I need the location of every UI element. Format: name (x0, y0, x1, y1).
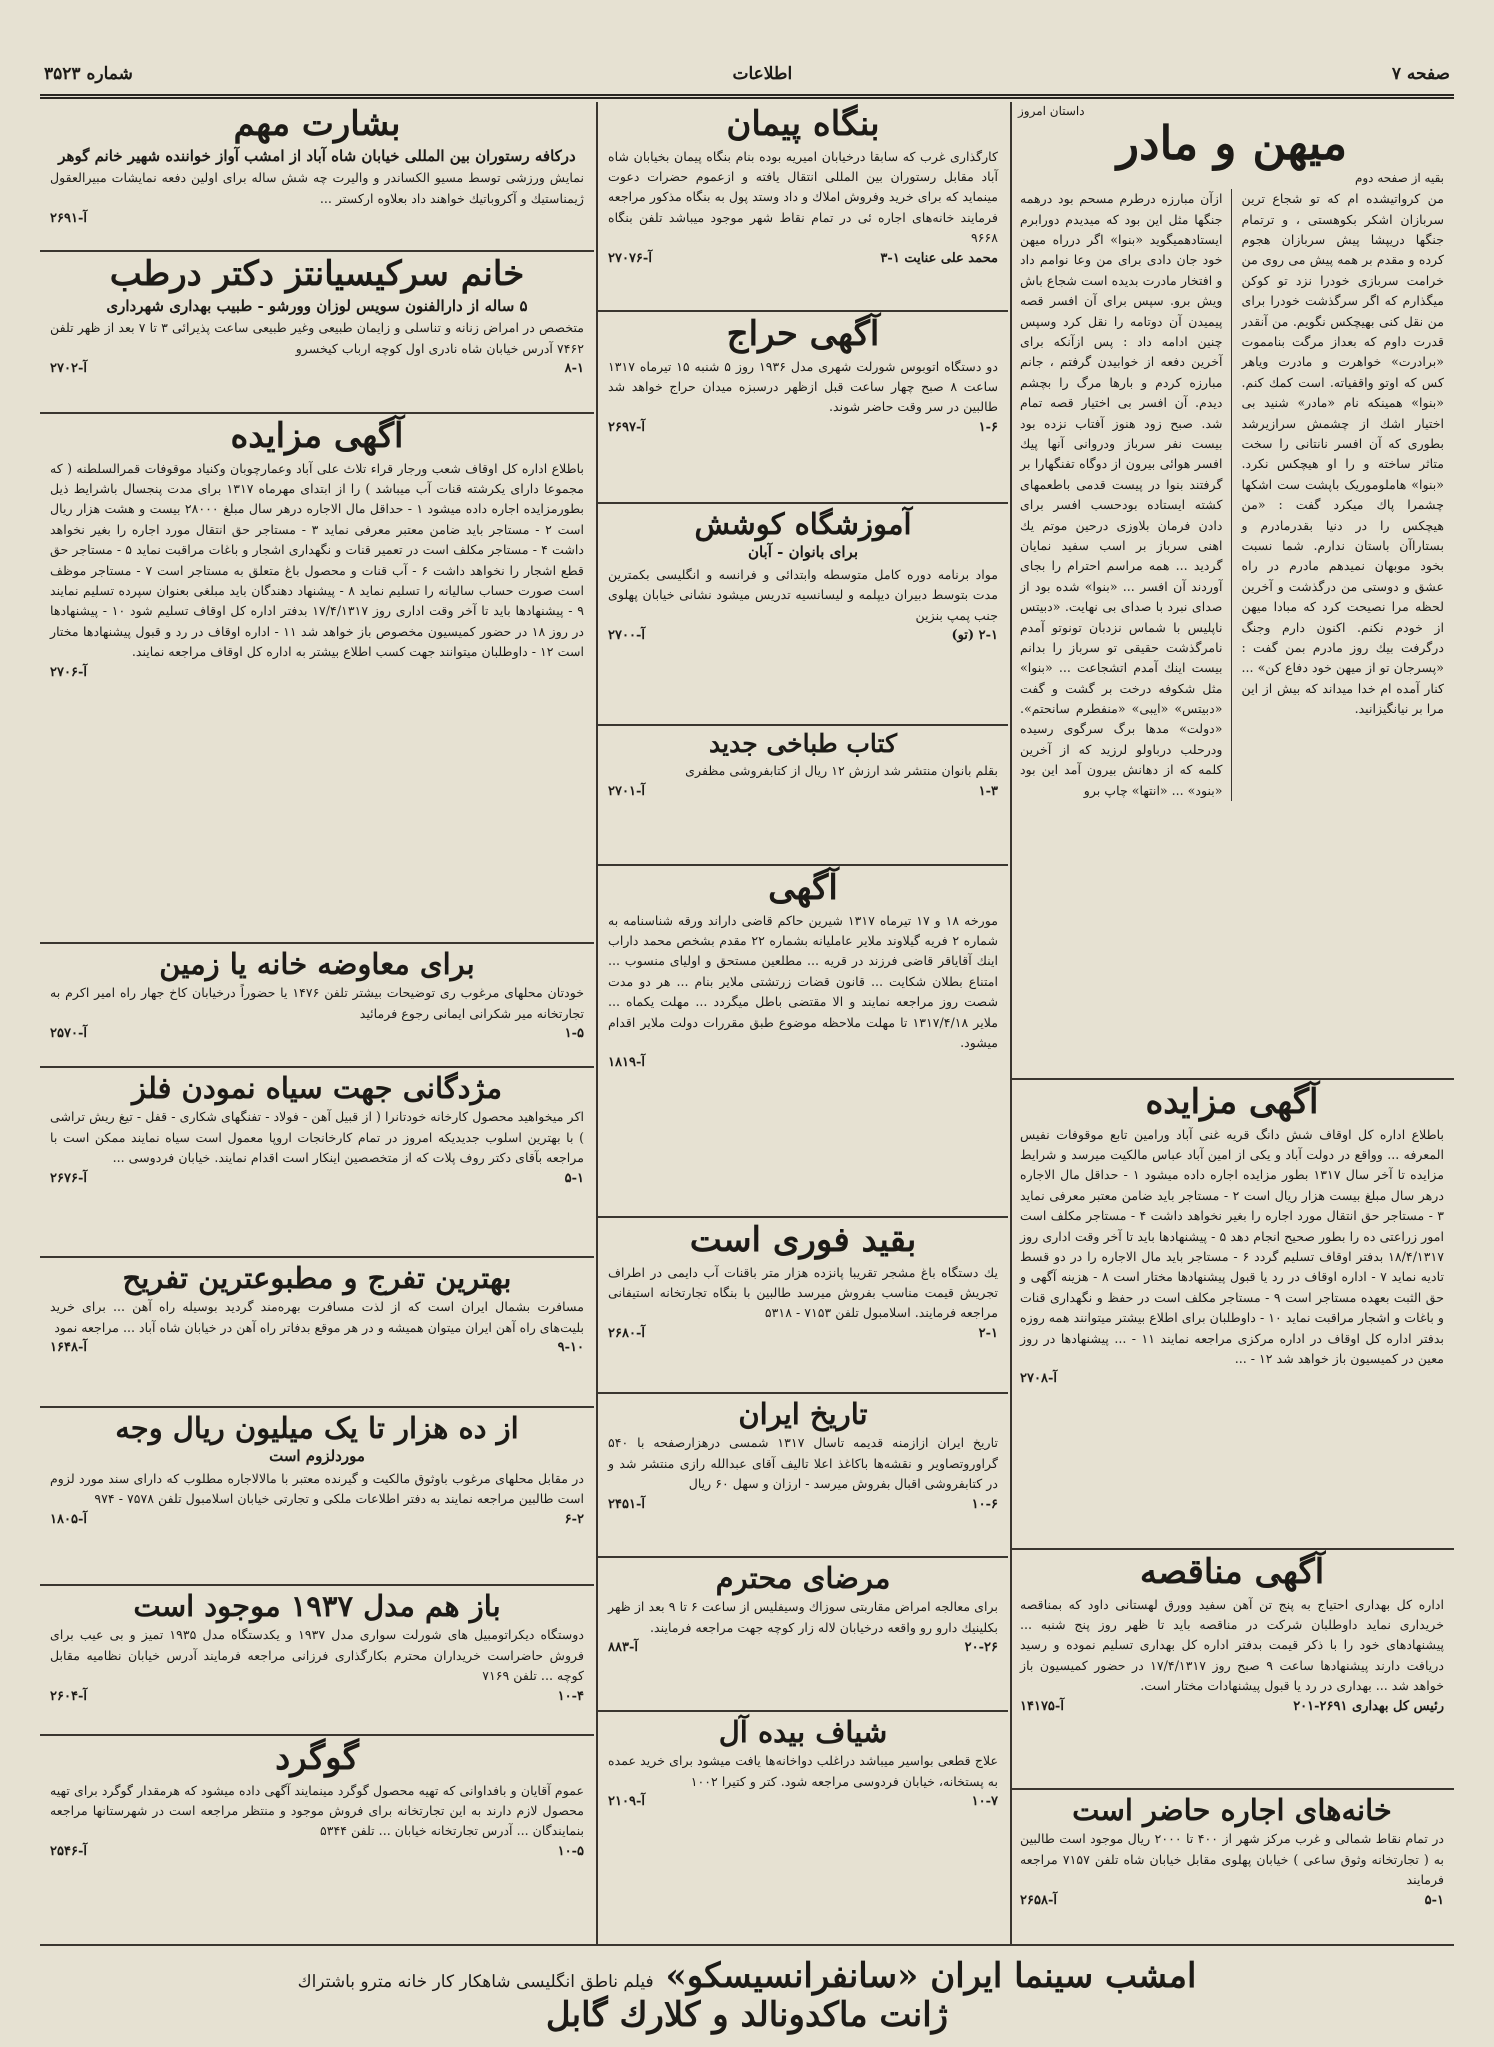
ad-footer (608, 1497, 998, 1512)
ad-footer (50, 1689, 584, 1704)
story-column (1010, 102, 1454, 1080)
ad-subtitle: موردلزوم است (269, 1447, 365, 1466)
banner-line-1-small: فیلم ناطق انگلیسی شاهکار کار خانه مترو باشتراك (297, 1971, 654, 1992)
ad-title: آگهی حراج (726, 314, 880, 354)
advertisement (40, 414, 594, 944)
ad-body: مورخه ۱۸ و ۱۷ تیرماه ۱۳۱۷ شیرین حاکم قاضی داراند ورقه شناسنامه به شماره ۲ فریه گیلاوند ملایر عاملیانه بشماره ۲۲ مقدم بشخص محمد داراب اینك آقایاقر قاضی فرزند در قریه ... مطلعین مستحق و اولیای منسوب ... امتناع بطلان شکایت ... قانون قضات زرتشتی ملایر بنام ... هر دو مدت شصت روز مراجعه نمایند و الا مقتضی باطل میگردد ... مهلت یکماه ... ملایر ۱۳۱۷/۴/۱۸ تا مهلت ملاحظه موضوع طبق مقررات دولت ملایر اقدام میشود. (608, 912, 999, 1051)
advertisement (40, 1258, 594, 1408)
advertisement (40, 1586, 594, 1736)
ad-title: مژدگانی جهت سیاه نمودن فلز (131, 1071, 503, 1105)
story-article (1010, 102, 1454, 1080)
ad-footer (608, 1794, 998, 1809)
story-body-left: ازآن مبارزه درطرم مسحم بود درهمه جنگها مثل این بود که میدیدم دورابرم ایستادهمیگوید «بنوا» اگر درراه میهن خود جان دادی برای من وعا نوامم داد و افتخار مادرت بدیده است شجاع باش ویش برو. سپس برای آن افسر قصه پیمیدن آن دوتامه را نقل کرد وسپس چنین ادامه داد : پس ازآنکه برای آخرین دفعه از خوابیدن گرفتم ، جانم مبارزه کردم و بارها مرگ را بچشم دیدم. آن افسر بی اختیار قصه تمام شد. صبح زود هنوز آفتاب نزده بود بیست نفر سرباز ودروانی آنها پیك افسر هوائی بیرون از دوگاه تفنگهارا بر گرفتند بنوا در پیست قدمی باطعمهای کشته ایستاده بودحسب افسر برای دادن فرمان بلاوزی درحین موتم یك اهنی سرباز بر اسب سفید نمایان گردید ... همه مراسم احترام را بجای آوردند آن افسر ... «بنوا» شده بود از صدای نبرد با صدای بی نهایت. «دبیتس ناپلیس با شماس نزدبان تونوتو آمدم نامرگذشت حقیقی تو سرباز را بدانم بیست اینك آمدم اتشجاعت ... «بنوا» مثل شكوفه درخت بر گشت و گفت «دبیتس» «ایبی» «منفطرم سانحتم». «دولت» مدها برگ سرگوی رسیده ودرحلب درباولو لرزید که از آخرین کلمه که از دهانش بیرون آمد این بود «بنود» ... «انتها» چاپ برو (1020, 191, 1223, 798)
advertisement (40, 944, 594, 1068)
ad-footer (50, 1512, 584, 1527)
ad-subtitle: ۵ ساله از دارالفنون سویس لوزان وورشو - طبیب بهداری شهرداری (106, 296, 528, 315)
ad-signature: ۱۰-۷ (971, 1794, 998, 1810)
ad-body: خودتان محلهای مرغوب ری توضیحات بیشتر تلفن ۱۴۷۶ یا حضوراً درخیابان کاخ جهار راه امیر اکرم به تجارتخانه میر شکرانی ایمانی رجوع فرمائید (50, 985, 584, 1021)
ad-body: برای معالجه امراض مقاربتی سوزاك وسیفلیس از ساعت ۶ تا ۹ بعد از ظهر بکلینیك دارو رو واقعه درخیابان لاله زار کوچه جهت مراجعه فرمایند. (608, 1599, 998, 1635)
story-label: داستان امروز (1018, 104, 1085, 118)
ad-title: آموزشگاه کوشش (694, 507, 912, 541)
ad-code: آ-۲۶۵۸ (1020, 1892, 1057, 1908)
ads-column-center (598, 102, 1008, 1944)
header-page-number: صفحه ۷ (1391, 64, 1450, 84)
banner-line-1: امشب سینما ایران «سانفرانسیسکو» (665, 1955, 1197, 1996)
ad-code: آ-۲۷۰۱ (608, 783, 645, 799)
ad-code: آ-۱۸۱۹ (608, 1055, 645, 1071)
advertisement (1010, 1080, 1454, 1550)
banner-rule (40, 1944, 1454, 1946)
ad-footer (1020, 1371, 1444, 1386)
advertisement (598, 866, 1008, 1218)
advertisement (1010, 1790, 1454, 1944)
ad-signature: ۵-۱ (1424, 1892, 1444, 1908)
ad-signature: ۱۰-۵ (557, 1843, 584, 1859)
advertisement (598, 312, 1008, 504)
cinema-banner (40, 1950, 1454, 2042)
ad-footer (608, 251, 998, 266)
story-title: میهن و مادر (1116, 116, 1348, 170)
ad-title: گوگرد (275, 1738, 359, 1778)
ad-title: خانم سرکیسیانتز دکتر درطب (109, 254, 525, 294)
ad-signature: ۵-۱ (564, 1170, 584, 1186)
ad-title: بشارت مهم (233, 104, 401, 144)
ad-footer (608, 1326, 998, 1341)
ads-column-left (40, 102, 594, 1944)
advertisement (598, 1558, 1008, 1712)
ad-body: علاج قطعی بواسیر میباشد دراغلب دواخانه‌ها یافت میشود برای خرید عمده به پستخانه، خیابان فردوسی مراجعه شود. کتر و کتیرا ۱۰۰۲ (608, 1753, 998, 1789)
ad-body: باطلاع اداره کل اوقاف شعب ورجار قراء تلاث علی آباد وعمارچوبان وکنیاد موقوفات قمرالسلطنه ( که مجموعا دارای یکرشته قنات آب میباشد ) را از ابتدای مهرماه ۱۳۱۷ برای مدت پنجسال باشرایط ذیل بطورمزایده اجاره داده میشود ۱ - حداقل مال الاجاره درهر سال مبلغ ۲۸۰۰۰ بیست و هشت هزار ریال است ۲ - مستاجر باید ضامن معتبر معرفی نماید ۳ - مستاجر حق انتقال مورد اجاره را بغیر نخواهد داشت ۴ - مستاجر مکلف است در تعمیر قنات و نگهداری اشجار و باغات مراقبت نماید ۵ - مستاجر حق قطع اشجار را نخواهد داشت ۶ - آب قنات و محصول باغ متعلق به مستاجر است ۷ - مستاجر موظف است صورت حساب سالیانه را تسلیم نماید ۸ - پیشنهاد دهندگان باید مبلغی بعنوان سپرده تسلیم نمایند ۹ - پیشنهادها باید تا آخر وقت اداری روز ۱۷/۴/۱۳۱۷ بدفتر اداره کل اوقاف تسلیم شود ۱۰ - پیشنهادها در روز ۱۸ در حضور کمیسیون مخصوص باز خواهد شد ۱۱ - اداره اوقاف در رد و قبول پیشنهادها مختار است ۱۲ - داوطلبان میتوانند جهت کسب اطلاع بیشتر به اداره کل اوقاف مراجعه نمایند. (50, 460, 585, 660)
column-rule (596, 102, 598, 1944)
advertisement (598, 726, 1008, 866)
header-newspaper-name: اطلاعات (732, 64, 793, 84)
ad-body: تاریخ ایران ازازمنه قدیمه تاسال ۱۳۱۷ شمسی درهزارصفحه با ۵۴۰ گراوروتصاویر و نقشه‌ها باکاغذ اعلا تالیف آقای عبدالله رازی منتشر شد و در کتابفروشی اقبال بفروش میرسد - ارزان و سهل ۶۰ ریال (608, 1435, 998, 1492)
ad-code: آ-۲۶۹۱ (50, 210, 87, 226)
ad-code: آ-۲۷۰۲ (50, 360, 87, 376)
page-header (44, 56, 1450, 92)
ad-title: آگهی مناقصه (1139, 1552, 1325, 1592)
ad-footer (50, 1171, 584, 1186)
ad-body: متخصص در امراض زنانه و تناسلی و زایمان طبیعی وغیر طبیعی ساعت پذیرائی ۳ تا ۷ بعد از ظهر تلفن ۷۴۶۲ آدرس خیابان شاه نادری اول کوچه ارباب کیخسرو (50, 320, 584, 356)
ad-signature: ۱۰-۴ (557, 1688, 584, 1704)
ad-code: آ-۱۶۴۸ (50, 1340, 87, 1356)
ad-signature: رئیس کل بهداری ۲۶۹۱-۲۰۱ (1293, 1698, 1444, 1714)
ad-code: آ-۸۸۳ (608, 1640, 638, 1656)
advertisement (598, 1218, 1008, 1394)
ad-subtitle: برای بانوان - آبان (747, 543, 859, 562)
ad-title: کتاب طباخی جدید (708, 729, 897, 758)
ad-title: بقید فوری است (689, 1220, 917, 1260)
ad-signature: ۱-۳ (978, 783, 998, 799)
ad-title: از ده هزار تا یک میلیون ریال وجه (115, 1411, 519, 1445)
banner-line-2: ژانت ماکدونالد و کلارك گابل (545, 1995, 949, 2035)
advertisement (40, 1736, 594, 1944)
ad-body: در مقابل محلهای مرغوب باوثوق مالکیت و گیرنده معتبر با مالالاجاره مطلوب که دارای سند مورد لزوم است طالبین مراجعه نمایند به دفتر اطلاعات ملکی و تجارتی خیابان اسلامبول تلفن ۷۵۷۸ - ۹۷۴ (50, 1470, 584, 1507)
ad-signature: ۱-۶ (978, 419, 998, 435)
ad-footer (608, 1055, 998, 1070)
ad-code: آ-۲۵۴۶ (50, 1843, 87, 1859)
ad-signature: ۸-۱ (564, 360, 584, 376)
ad-title: بنگاه پیمان (726, 104, 880, 144)
ad-signature: ۹-۱۰ (557, 1340, 584, 1356)
advertisement (598, 1394, 1008, 1558)
header-issue-number: شماره ۳۵۲۳ (44, 64, 133, 84)
ad-body: دوستگاه دیکراتومبیل های شورلت سواری مدل ۱۹۳۷ و یکدستگاه مدل ۱۹۳۵ تمیز و بی عیب برای فروش حاضراست خریداران محترم بکارگذاری فرزانی مراجعه فرمایند آدرس خیابان نظامیه مقابل کوچه ... تلفن ۷۱۶۹ (50, 1627, 584, 1684)
ad-code: آ-۲۶۸۰ (608, 1325, 645, 1341)
ad-body: کارگذاری غرب که سابقا درخیابان امیریه بوده بنام بنگاه پیمان بخیابان شاه آباد مقابل رستوران بین المللی انتقال یافته و ازعموم حضرات دعوت مینماید که برای خرید وفروش املاك و داد وستد پول به بنگاه مذکور مراجعه فرمایند خانه‌های اجاره ئی در تمام نقاط شهر موجود میباشد تلفن بنگاه ۹۶۶۸ (608, 148, 998, 246)
ad-signature: ۶-۲ (564, 1511, 584, 1527)
ad-body: اداره کل بهداری احتیاج به پنج تن آهن سفید وورق لهستانی داود که بمناقصه خریداری نماید داوطلبان شرکت در مناقصه باید تا ظهر روز پنج شنبه ... پیشنهادهای خود را با ذکر قیمت بدفتر اداره کل بهداری تسلیم نموده و رسید دریافت دارند پیشنهادها ساعت ۹ صبح روز ۱۷/۴/۱۳۱۷ در حضور کمیسیون باز خواهد شد ... بهداری در رد یا قبول پیشنهادات مختار است. (1020, 1596, 1444, 1694)
advertisement (598, 102, 1008, 312)
ad-code: آ-۲۱۰۹ (608, 1794, 645, 1810)
ad-code: آ-۲۶۰۴ (50, 1688, 87, 1704)
advertisement (598, 1712, 1008, 1944)
ad-footer (608, 420, 998, 435)
ad-body: بقلم بانوان منتشر شد ارزش ۱۲ ریال از کتابفروشی مظفری (685, 763, 998, 779)
ad-code: آ-۲۶۷۶ (50, 1170, 87, 1186)
ad-title: بهترین تفرج و مطبوعترین تفریح (122, 1261, 512, 1295)
ad-signature: ۲۰-۲۶ (964, 1640, 998, 1656)
ad-signature: ۱۰-۶ (971, 1496, 998, 1512)
ad-footer (50, 665, 584, 680)
ad-footer (50, 1026, 584, 1041)
ad-footer (608, 1640, 998, 1655)
ad-signature: (تو) ۱-۲ (951, 628, 998, 644)
ad-title: شیاف بیده آل (718, 1715, 888, 1749)
ad-title: برای معاوضه خانه یا زمین (159, 947, 475, 981)
ad-code: آ-۱۴۱۷۵ (1020, 1698, 1064, 1714)
ads-column-right (1010, 1080, 1454, 1944)
ad-body: عموم آقایان و بافداوانی که تهیه محصول گوگرد مینمایند آگهی داده میشود که هرمقدار گوگرد برای تهیه محصول لازم دارند به این تجارتخانه برای فروش موجود و منتظر مراجعه است در شهرستانها مراجعه بنمایندگان ... آدرس تجارتخانه خیابان ... تلفن ۵۳۴۴ (50, 1782, 584, 1839)
advertisement (40, 102, 594, 252)
advertisement (40, 1408, 594, 1586)
ad-title: مرضای محترم (715, 1561, 891, 1595)
ad-footer (608, 784, 998, 799)
ad-title: تاریخ ایران (738, 1397, 868, 1431)
ad-code: آ-۲۷۰۷۶ (608, 250, 652, 266)
ad-code: آ-۱۸۰۵ (50, 1511, 87, 1527)
story-body-right: من کرواتیشده ام که تو شجاع ترین سربازان اشکر بکوهستی ، و ترتمام جنگها دریپشا پیش سربازان هجوم کرده و مقدم بر همه پیش می روی من خرامت سربازی خودرا نزد تو کوکن میگذارم که اگر سرگذشت خودرا برای من نقل کنی بهیچکس نگویم. من آنقدر قدرت داوم که بعداز مرگت بنامموت «برادرت» خواهرت و مادرت ویاهر کس که اوتو واقفیاته. است کمك کنم. «بنوا» همینکه نام «مادر» شنید بی اختیار اشك از چشمش سرازیرشد بطوری که آن افسر نانتانی را سخت متاثر ساخته و را او هیچکس نکرد. «بنوا» هاملوموریک باپشت ست اشکها چشمرا پاك میکرد گفت : «من هیچکس را در دنیا بقدرمادرم و بستاراآن باستان ندارم. شما نسبت بخود موبهان نمیدهم مادرم در راه عشق و دوستی من درگذشت و آخرین لحظه مرا نصیحت کرد که مبادا میهن از خودم نکنم. اکنون دارم وجنگ درگرفت بیك روز مادرم بمن گفت : «پسرجان تو از میهن خود دفاع کن» ... کنار آمده ام خدا میداند که بیش از این مرا بر نیانگیزانید. (1241, 191, 1444, 717)
ad-code: آ-۲۷۰۶ (50, 664, 87, 680)
ad-title: آگهی (768, 868, 838, 908)
ad-body: یك دستگاه باغ مشجر تقریبا پانزده هزار متر باقنات آب دایمی در اطراف تجریش قیمت مناسب بفروش میرسد طالبین با بنگاه تجارتخانه استیفانی مراجعه فرمایند. اسلامبول تلفن ۷۱۵۳ - ۵۳۱۸ (608, 1264, 998, 1321)
ad-footer (50, 361, 584, 376)
ad-title: خانه‌های اجاره حاضر است (1072, 1793, 1392, 1827)
ad-title: آگهی مزایده (1145, 1082, 1319, 1122)
advertisement (40, 252, 594, 414)
ad-body: مسافرت بشمال ایران است که از لذت مسافرت بهره‌مند گردید بوسیله راه آهن ... برای خرید بلیت‌های راه آهن ایران میتوان همیشه و در هر موقع بدفاتر راه آهن در خیابان شاه آباد ... مراجعه نمود (50, 1299, 584, 1335)
ad-body: نمایش ورزشی توسط مسیو الکساندر و والیرت چه شش ساله برای اولین دفعه نمایشات مبیرالعقول ژیمناستیك و آکروباتیك خواهند داد بعلاوه ارکستر ... (50, 170, 584, 206)
advertisement (1010, 1550, 1454, 1790)
ad-footer (1020, 1893, 1444, 1908)
advertisement (40, 1068, 594, 1258)
ad-footer (50, 1844, 584, 1859)
ad-code: آ-۲۵۷۰ (50, 1026, 87, 1042)
ad-title: آگهی مزایده (230, 416, 404, 456)
ad-body: باطلاع اداره کل اوقاف شش دانگ قریه غنی آباد ورامین تابع موقوفات نفیس المعرفه ... وواقع در دولت آباد و یکی از امین آباد عباس مالکیت میرسد و شرایط مزایده تا آخر سال ۱۳۱۷ بطور مزایده اجاره داده میشود ۱ - حداقل مال الاجاره درهر سال مبلغ بیست هزار ریال است ۲ - مستاجر باید ضامن معتبر معرفی نماید ۳ - مستاجر حق انتقال مورد اجاره را بغیر نخواهد داشت ۴ - مستاجر مکلف است امور زراعتی ده را بطور صحیح انجام دهد ۵ - پیشنهادها باید تا آخر وقت اداری روز ۱۸/۴/۱۳۱۷ بدفتر اوقاف تسلیم گردد ۶ - مستاجر باید مال الاجاره را در دو قسط تادیه نماید ۷ - اداره اوقاف در رد یا قبول پیشنهادها مختار است ۸ - هزینه آگهی و حق الثبت بعهده مستاجر است ۹ - مستاجر مکلف است در حفظ و نگهداری قنات و باغات و اشجار مراقبت نماید ۱۰ - داوطلبان برای اطلاع بیشتر میتوانند همه روزه بدفتر اداره کل اوقاف در اداره مرکزی مراجعه نمایند ۱۱ - ... پیشنهادها در روز معین در کمیسیون باز خواهد شد ۱۲ - ... (1020, 1126, 1445, 1366)
ad-footer (50, 1340, 584, 1355)
ad-footer (608, 628, 998, 643)
ad-code: آ-۲۶۹۷ (608, 419, 645, 435)
ad-code: آ-۲۴۵۱ (608, 1496, 645, 1512)
ad-title: باز هم مدل ۱۹۳۷ موجود است (133, 1589, 501, 1623)
ad-body: مواد برنامه دوره کامل متوسطه وابتدائی و فرانسه و انگلیسی بکمترین مدت بتوسط دبیران دیپلمه و لیسانسیه تدریس میشود نشانی خیابان پهلوی جنب پمپ بنزین (608, 566, 999, 623)
story-continued-note: بقیه از صفحه دوم (1354, 171, 1444, 186)
ad-signature: ۱-۵ (564, 1026, 584, 1042)
advertisement (598, 504, 1008, 726)
ad-footer (50, 211, 584, 226)
ad-body: در تمام نقاط شمالی و غرب مرکز شهر از ۴۰۰ تا ۲۰۰۰ ریال موجود است طالبین به ( تجارتخانه وثوق ساعی ) خیابان پهلوی مقابل خیابان شاه تلفن ۷۱۵۷ مراجعه فرمایند (1020, 1831, 1445, 1888)
story-body (1020, 189, 1444, 801)
ad-footer (1020, 1699, 1444, 1714)
ad-body: دو دستگاه اتوبوس شورلت شهری مدل ۱۹۳۶ روز ۵ شنبه ۱۵ تیرماه ۱۳۱۷ ساعت ۸ صبح چهار ساعت قبل ازظهر درسبزه میدان حراج خواهد شد طالبین در سر وقت حاضر شوند. (608, 358, 998, 415)
ad-body: اکر میخواهید محصول کارخانه خودتانرا ( از قبیل آهن - فولاد - تفنگهای شکاری - قفل - تیغ ریش تراشی ) با بهترین اسلوب جدیدیکه امروز در تمام کارخانجات اروپا معمول است سیاه نمایند ممکن است با مراجعه بآقای دکتر روف پلات که از متخصصین اینکار است اقدام نمایند. خیابان فردوسی ... (50, 1109, 584, 1166)
ad-signature: محمد علی عنایت ۱-۳ (880, 250, 998, 266)
ad-code: آ-۲۷۰۰ (608, 628, 645, 644)
ad-signature: ۲-۱ (978, 1325, 998, 1341)
ad-subtitle: درکافه رستوران بین المللی خیابان شاه آباد از امشب آواز خواننده شهیر خانم گوهر (58, 146, 576, 165)
ad-code: آ-۲۷۰۸ (1020, 1371, 1057, 1387)
header-rule (40, 94, 1454, 99)
